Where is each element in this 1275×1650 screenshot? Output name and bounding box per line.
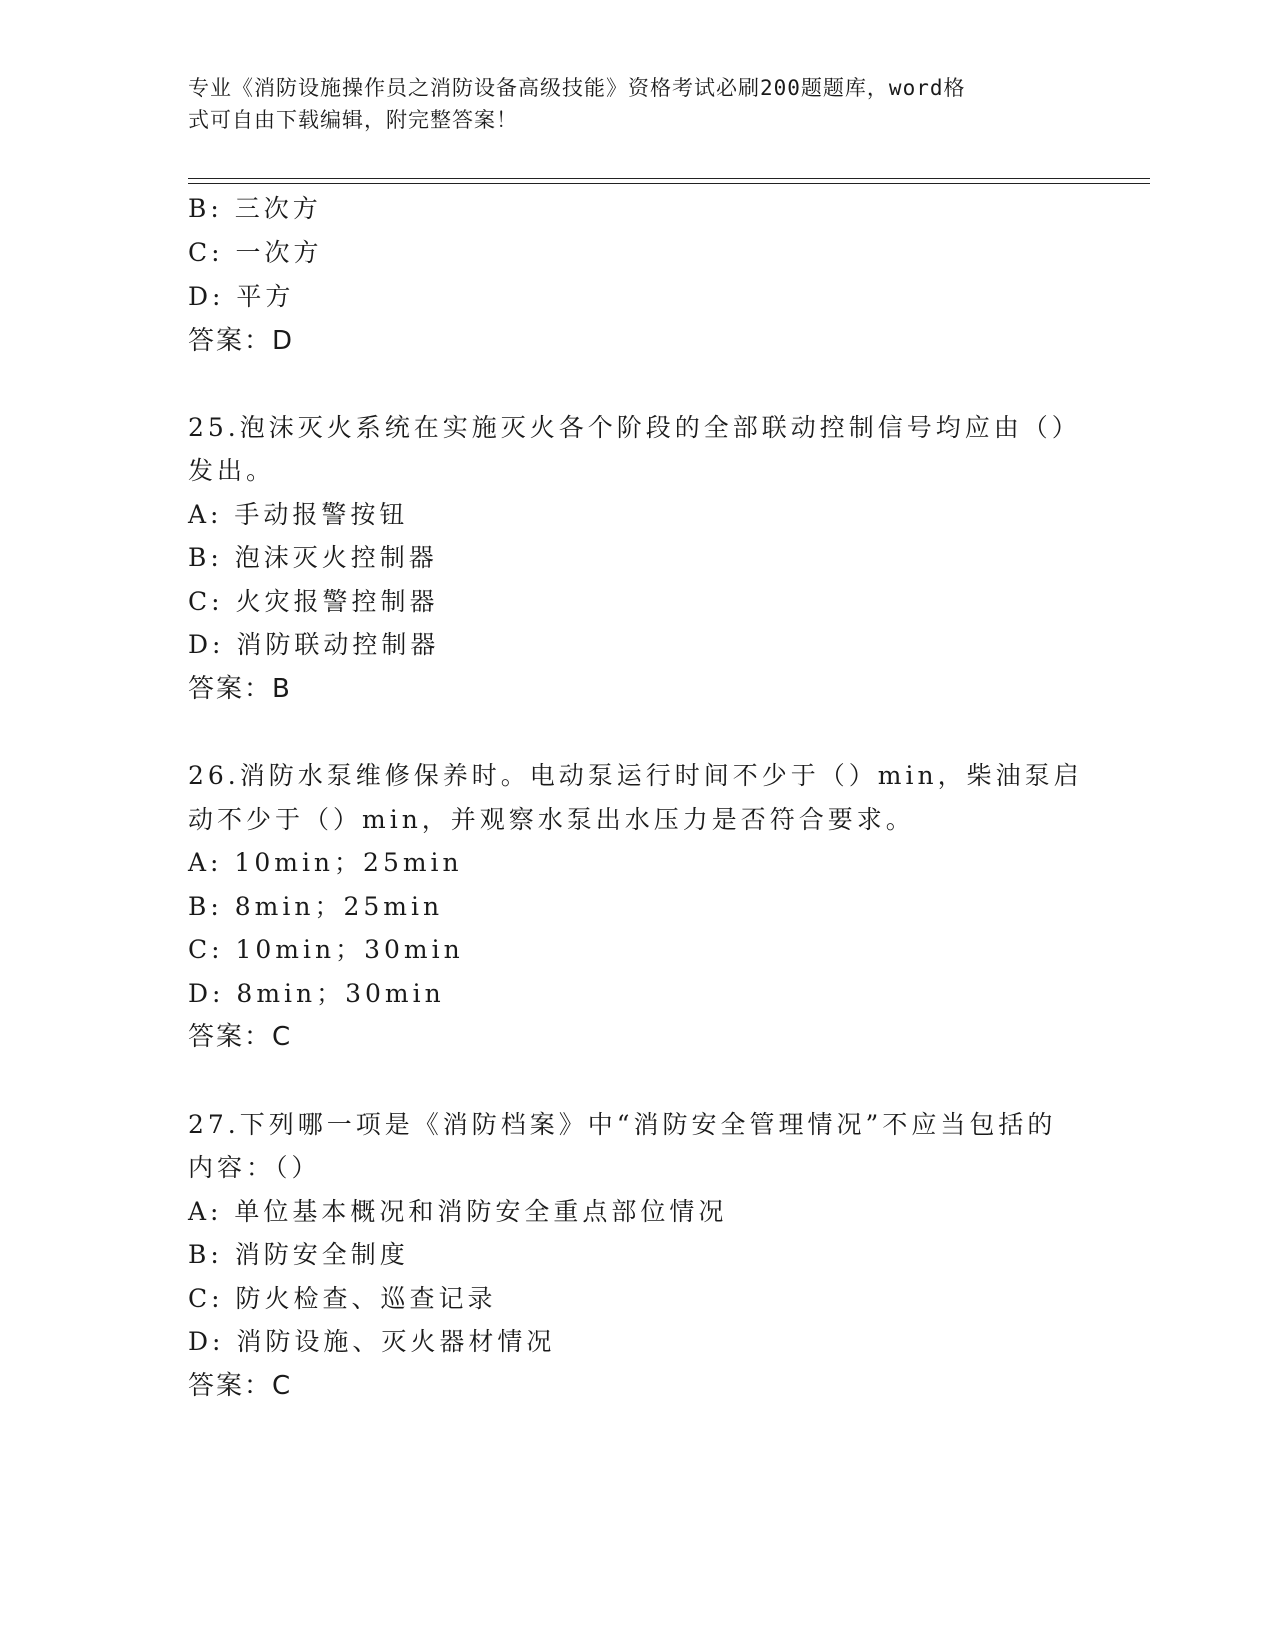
q24-option-b: B: 三次方 xyxy=(188,194,322,223)
document-header xyxy=(188,72,1068,136)
q26-option-d: D: 8min；30min xyxy=(188,979,445,1008)
q27-option-a: A: 单位基本概况和消防安全重点部位情况 xyxy=(188,1197,728,1226)
q27-stem-line-2: 内容：（） xyxy=(188,1153,321,1182)
q26-answer: 答案：C xyxy=(188,1022,293,1052)
q24-answer: 答案：D xyxy=(188,326,295,356)
header-line-2: 式可自由下载编辑，附完整答案！ xyxy=(188,108,518,132)
q26-option-c: C: 10min；30min xyxy=(188,935,464,964)
q26-option-a: A: 10min；25min xyxy=(188,848,463,877)
q27-option-d: D: 消防设施、灭火器材情况 xyxy=(188,1327,556,1356)
q27-answer: 答案：C xyxy=(188,1371,293,1401)
q24-option-d: D: 平方 xyxy=(188,282,295,311)
header-line-1: 专业《消防设施操作员之消防设备高级技能》资格考试必刷200题题库，word格 xyxy=(188,76,966,100)
q26-option-b: B: 8min；25min xyxy=(188,892,444,921)
q25-stem-line-1: 25.泡沫灭火系统在实施灭火各个阶段的全部联动控制信号均应由（） xyxy=(188,413,1081,442)
header-divider-top xyxy=(188,178,1150,179)
q24-option-c: C: 一次方 xyxy=(188,238,323,267)
q27-option-c: C: 防火检查、巡查记录 xyxy=(188,1284,497,1313)
q25-stem-line-2: 发出。 xyxy=(188,456,276,485)
q25-answer: 答案：B xyxy=(188,674,292,704)
q26-stem-line-1: 26.消防水泵维修保养时。电动泵运行时间不少于（）min，柴油泵启 xyxy=(188,761,1083,790)
q27-option-b: B: 消防安全制度 xyxy=(188,1240,409,1269)
header-divider-bottom xyxy=(188,183,1150,184)
q27-stem-line-1: 27.下列哪一项是《消防档案》中“消防安全管理情况”不应当包括的 xyxy=(188,1110,1057,1139)
q25-option-d: D: 消防联动控制器 xyxy=(188,630,440,659)
q25-option-c: C: 火灾报警控制器 xyxy=(188,587,439,616)
q26-stem-line-2: 动不少于（）min，并观察水泵出水压力是否符合要求。 xyxy=(188,805,915,834)
q25-option-a: A: 手动报警按钮 xyxy=(188,500,409,529)
q25-option-b: B: 泡沫灭火控制器 xyxy=(188,543,438,572)
